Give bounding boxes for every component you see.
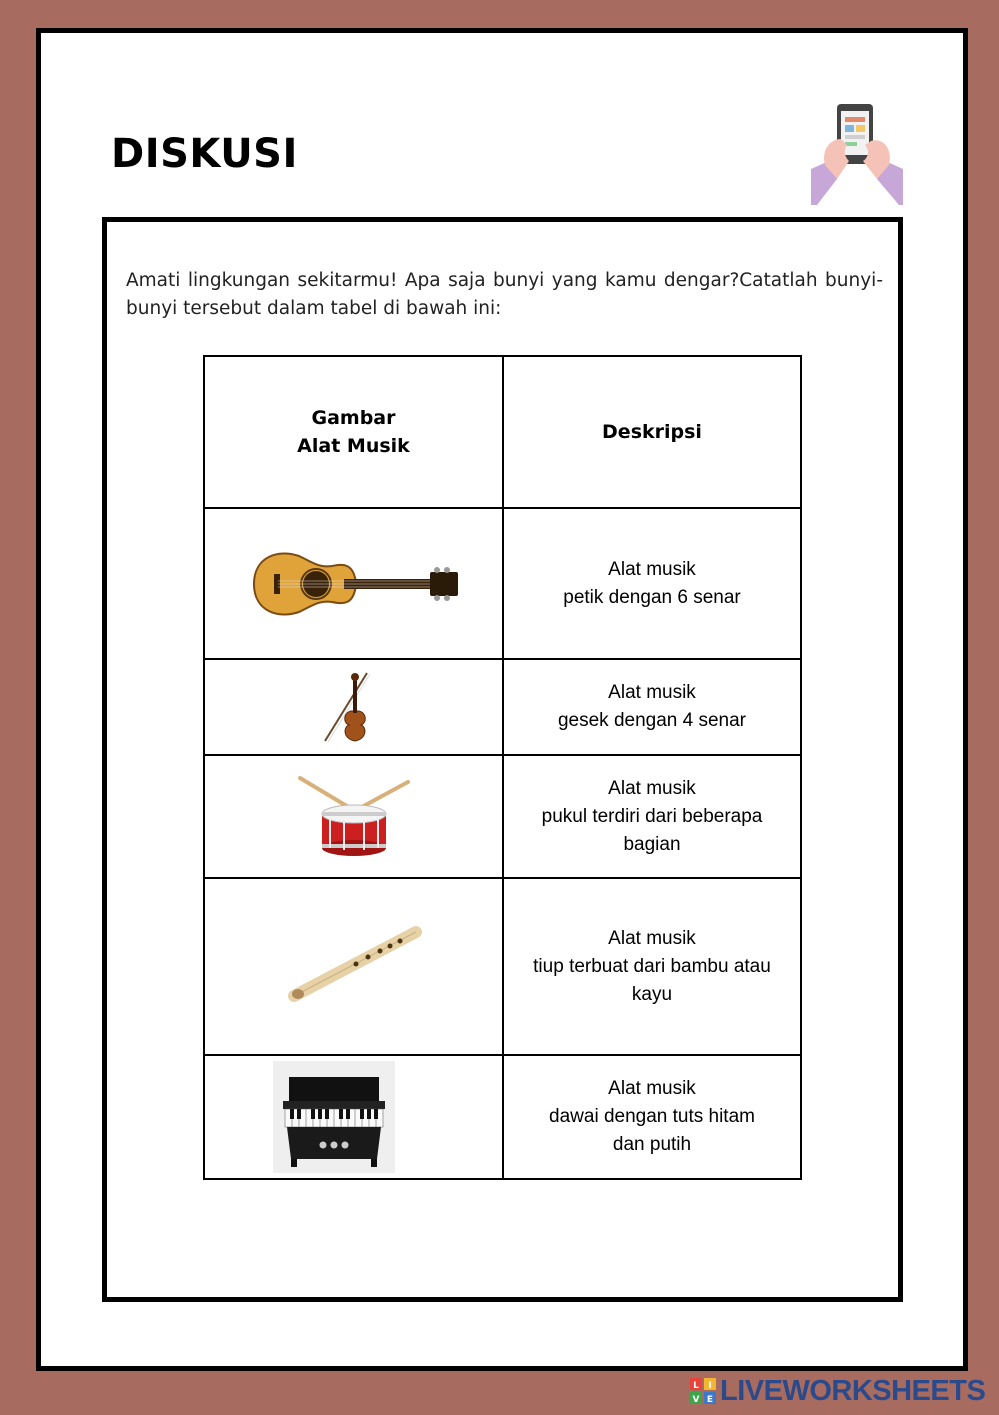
instruction-text: Amati lingkungan sekitarmu! Apa saja bunyi yang kamu dengar?Catatlah bunyi-bunyi tersebut dalam tabel di bawah ini:: [126, 270, 883, 319]
desc-line: Alat musik: [608, 682, 696, 703]
desc-line: Alat musik: [608, 927, 696, 949]
table-row: [204, 659, 801, 755]
header-gambar-alat-musik: [204, 356, 503, 508]
table-row: [204, 1055, 801, 1179]
svg-text:E: E: [706, 1395, 714, 1404]
page-title: DISKUSI: [111, 131, 298, 177]
piano-icon: [273, 1061, 395, 1173]
instrument-description: [503, 878, 801, 1055]
desc-line: petik dengan 6 senar: [563, 586, 741, 608]
liveworksheets-logo-icon: [690, 1378, 716, 1404]
flute-icon: [284, 922, 424, 1012]
desc-line: bagian: [623, 833, 681, 855]
table-row: [204, 508, 801, 659]
desc-line: Alat musik: [608, 1078, 696, 1099]
table-header-row: [204, 356, 801, 508]
table-row: [204, 755, 801, 878]
instrument-image-cell: [204, 659, 503, 755]
worksheet-page: [36, 28, 968, 1371]
desc-line: kayu: [631, 983, 673, 1005]
desc-line: tiup terbuat dari bambu atau: [533, 955, 771, 977]
liveworksheets-logo[interactable]: [690, 1374, 985, 1408]
instrument-description: [503, 755, 801, 878]
instrument-image-cell: [204, 755, 503, 878]
instrument-image-cell: [204, 508, 503, 659]
liveworksheets-brand: LIVEWORKSHEETS: [720, 1374, 986, 1407]
table-row: [204, 878, 801, 1055]
instrument-table: [203, 355, 802, 1180]
instrument-image-cell: [204, 878, 503, 1055]
guitar-icon: [244, 534, 464, 634]
header-gambar: Gambar: [311, 407, 396, 429]
svg-text:I: I: [708, 1381, 712, 1391]
header-deskripsi: Deskripsi: [503, 356, 801, 508]
desc-line: Alat musik: [608, 777, 696, 799]
instrument-description: [503, 659, 801, 755]
desc-line: gesek dengan 4 senar: [557, 710, 747, 731]
instrument-description: [503, 508, 801, 659]
desc-line: Alat musik: [608, 558, 696, 580]
phone-hands-icon: [807, 99, 907, 209]
desc-line: pukul terdiri dari beberapa: [541, 805, 763, 827]
discussion-box: [102, 217, 903, 1302]
instrument-description: [503, 1055, 801, 1179]
drum-icon: [294, 774, 414, 860]
violin-icon: [319, 669, 389, 745]
desc-line: dawai dengan tuts hitam: [549, 1106, 755, 1127]
svg-text:L: L: [693, 1381, 699, 1391]
instrument-image-cell: [204, 1055, 503, 1179]
svg-text:V: V: [692, 1395, 700, 1404]
desc-line: dan putih: [612, 1134, 692, 1155]
header-alat-musik: Alat Musik: [297, 435, 410, 457]
